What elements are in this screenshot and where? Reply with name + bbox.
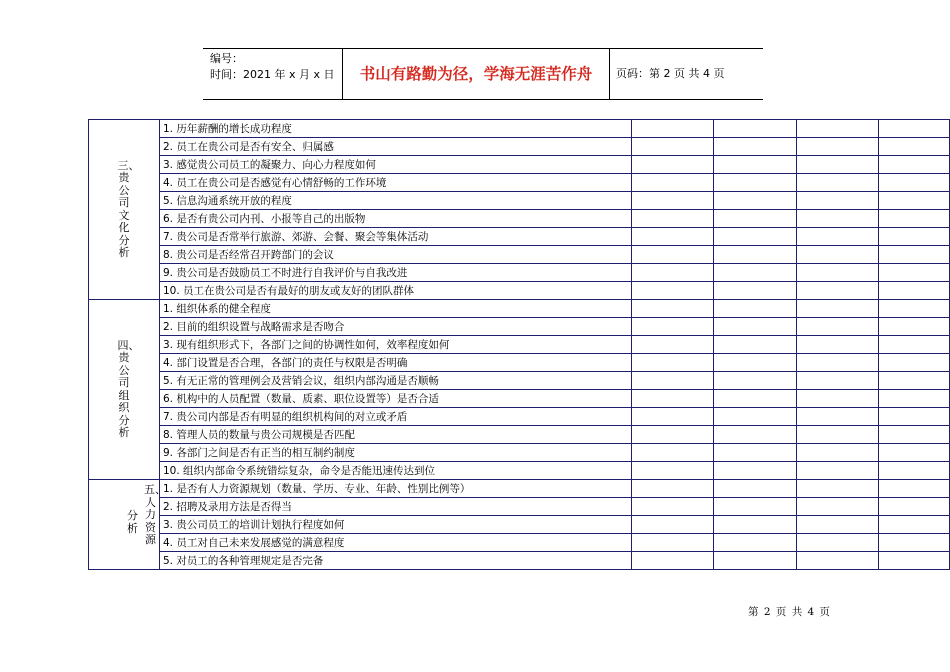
answer-cell (632, 318, 714, 336)
answer-cell (796, 156, 878, 174)
question-cell: 4. 员工对自己未来发展感觉的满意程度 (159, 534, 631, 552)
section-title-cell (89, 480, 166, 570)
answer-cell (632, 138, 714, 156)
answer-cell (796, 318, 878, 336)
question-cell: 10. 组织内部命令系统错综复杂，命令是否能迅速传达到位 (159, 462, 631, 480)
question-cell: 2. 目前的组织设置与战略需求是否吻合 (159, 318, 631, 336)
table-row (89, 120, 950, 138)
answer-cell (879, 444, 950, 462)
table-row (89, 372, 950, 390)
answer-cell (714, 318, 796, 336)
answer-cell (632, 300, 714, 318)
question-cell: 9. 各部门之间是否有正当的相互制约制度 (159, 444, 631, 462)
answer-cell (879, 174, 950, 192)
answer-cell (796, 174, 878, 192)
answer-cell (879, 138, 950, 156)
answer-cell (632, 426, 714, 444)
question-cell: 9. 贵公司是否鼓励员工不时进行自我评价与自我改进 (159, 264, 631, 282)
answer-cell (879, 462, 950, 480)
answer-cell (796, 552, 878, 570)
question-cell: 10. 员工在贵公司是否有最好的朋友或友好的团队群体 (159, 282, 631, 300)
answer-cell (632, 156, 714, 174)
answer-cell (879, 516, 950, 534)
answer-cell (879, 480, 950, 498)
table-row (89, 516, 950, 534)
answer-cell (796, 228, 878, 246)
answer-cell (714, 390, 796, 408)
table-row (89, 480, 950, 498)
answer-cell (796, 246, 878, 264)
answer-cell (796, 534, 878, 552)
answer-cell (714, 120, 796, 138)
answer-cell (714, 372, 796, 390)
question-cell: 8. 贵公司是否经常召开跨部门的会议 (159, 246, 631, 264)
time-label: 时间：2021 年 x 月 x 日 (210, 68, 335, 81)
answer-cell (632, 372, 714, 390)
answer-cell (714, 444, 796, 462)
section-title-cell (89, 300, 160, 480)
question-cell: 6. 是否有贵公司内刊、小报等自己的出版物 (159, 210, 631, 228)
table-row (89, 552, 950, 570)
section-title (89, 480, 166, 569)
question-cell: 8. 管理人员的数量与贵公司规模是否匹配 (159, 426, 631, 444)
answer-cell (632, 444, 714, 462)
question-cell: 3. 感觉贵公司员工的凝聚力、向心力程度如何 (159, 156, 631, 174)
header-meta (210, 51, 335, 83)
answer-cell (632, 264, 714, 282)
table-row (89, 408, 950, 426)
answer-cell (714, 408, 796, 426)
answer-cell (796, 408, 878, 426)
answer-cell (714, 192, 796, 210)
answer-cell (879, 426, 950, 444)
answer-cell (714, 462, 796, 480)
table-row (89, 498, 950, 516)
answer-cell (879, 390, 950, 408)
question-cell: 5. 有无正常的管理例会及营销会议，组织内部沟通是否顺畅 (159, 372, 631, 390)
header-divider (609, 49, 610, 99)
question-cell: 2. 员工在贵公司是否有安全、归属感 (159, 138, 631, 156)
answer-cell (879, 228, 950, 246)
answer-cell (879, 192, 950, 210)
answer-cell (632, 192, 714, 210)
section-title: 四、贵公司组织分析 (117, 338, 140, 439)
answer-cell (796, 282, 878, 300)
answer-cell (796, 498, 878, 516)
answer-cell (714, 516, 796, 534)
answer-cell (796, 390, 878, 408)
answer-cell (714, 138, 796, 156)
header-page-label: 页码：第 2 页 共 4 页 (616, 67, 725, 80)
answer-cell (714, 552, 796, 570)
table-row (89, 318, 950, 336)
question-cell: 4. 部门设置是否合理，各部门的责任与权限是否明确 (159, 354, 631, 372)
answer-cell (879, 210, 950, 228)
answer-cell (796, 444, 878, 462)
answer-cell (714, 426, 796, 444)
table-row (89, 534, 950, 552)
answer-cell (879, 372, 950, 390)
answer-cell (714, 264, 796, 282)
page-footer: 第 2 页 共 4 页 (748, 606, 832, 618)
answer-cell (796, 462, 878, 480)
answer-cell (714, 282, 796, 300)
answer-cell (879, 300, 950, 318)
answer-cell (796, 192, 878, 210)
answer-cell (879, 264, 950, 282)
answer-cell (879, 120, 950, 138)
table-row (89, 390, 950, 408)
table-row (89, 444, 950, 462)
answer-cell (879, 336, 950, 354)
section-title-cell (89, 120, 160, 300)
answer-cell (714, 156, 796, 174)
table-row (89, 228, 950, 246)
answer-cell (714, 534, 796, 552)
answer-cell (796, 300, 878, 318)
answer-cell (879, 246, 950, 264)
question-cell: 3. 贵公司员工的培训计划执行程度如何 (159, 516, 631, 534)
answer-cell (632, 534, 714, 552)
answer-cell (796, 264, 878, 282)
answer-cell (796, 426, 878, 444)
answer-cell (632, 390, 714, 408)
answer-cell (879, 282, 950, 300)
answer-cell (879, 498, 950, 516)
table-row (89, 282, 950, 300)
answer-cell (632, 462, 714, 480)
answer-cell (714, 246, 796, 264)
question-cell: 1. 是否有人力资源规划（数量、学历、专业、年龄、性别比例等） (159, 480, 631, 498)
question-cell: 5. 对员工的各种管理规定是否完备 (159, 552, 631, 570)
answer-cell (879, 408, 950, 426)
answer-cell (632, 354, 714, 372)
table-row (89, 300, 950, 318)
question-cell: 4. 员工在贵公司是否感觉有心情舒畅的工作环境 (159, 174, 631, 192)
answer-cell (632, 174, 714, 192)
question-cell: 5. 信息沟通系统开放的程度 (159, 192, 631, 210)
page-header (203, 48, 763, 100)
answer-cell (632, 480, 714, 498)
question-cell: 7. 贵公司内部是否有明显的组织机构间的对立或矛盾 (159, 408, 631, 426)
answer-cell (714, 300, 796, 318)
answer-cell (796, 354, 878, 372)
section-title-part: 五、人力资源 (144, 483, 166, 546)
answer-cell (632, 210, 714, 228)
table-row (89, 174, 950, 192)
table-row (89, 426, 950, 444)
question-cell: 3. 现有组织形式下，各部门之间的协调性如何，效率程度如何 (159, 336, 631, 354)
table-row (89, 156, 950, 174)
question-cell: 7. 贵公司是否常举行旅游、郊游、会餐、聚会等集体活动 (159, 228, 631, 246)
answer-cell (632, 246, 714, 264)
answer-cell (796, 120, 878, 138)
answer-cell (879, 156, 950, 174)
answer-cell (632, 552, 714, 570)
answer-cell (879, 354, 950, 372)
answer-cell (879, 534, 950, 552)
question-cell: 1. 历年薪酬的增长成功程度 (159, 120, 631, 138)
answer-cell (714, 174, 796, 192)
header-motto: 书山有路勤为径，学海无涯苦作舟 (359, 64, 593, 83)
answer-cell (632, 498, 714, 516)
answer-cell (714, 480, 796, 498)
answer-cell (714, 210, 796, 228)
table-row (89, 336, 950, 354)
answer-cell (632, 282, 714, 300)
answer-cell (714, 336, 796, 354)
answer-cell (796, 336, 878, 354)
answer-cell (796, 210, 878, 228)
table-row (89, 264, 950, 282)
answer-cell (632, 228, 714, 246)
section-title-part: 分析 (127, 509, 138, 535)
survey-table (88, 119, 950, 570)
table-row (89, 354, 950, 372)
answer-cell (879, 318, 950, 336)
table-row (89, 246, 950, 264)
answer-cell (879, 552, 950, 570)
table-row (89, 462, 950, 480)
answer-cell (714, 354, 796, 372)
table-row (89, 138, 950, 156)
answer-cell (632, 516, 714, 534)
question-cell: 6. 机构中的人员配置（数量、质素、职位设置等）是否合适 (159, 390, 631, 408)
table-row (89, 192, 950, 210)
answer-cell (796, 516, 878, 534)
answer-cell (632, 120, 714, 138)
answer-cell (796, 480, 878, 498)
table-row (89, 210, 950, 228)
answer-cell (714, 498, 796, 516)
section-title: 三、贵公司文化分析 (117, 158, 140, 259)
question-cell: 1. 组织体系的健全程度 (159, 300, 631, 318)
answer-cell (796, 138, 878, 156)
question-cell: 2. 招聘及录用方法是否得当 (159, 498, 631, 516)
number-label: 编号： (210, 52, 243, 65)
answer-cell (714, 228, 796, 246)
answer-cell (632, 336, 714, 354)
answer-cell (632, 408, 714, 426)
answer-cell (796, 372, 878, 390)
